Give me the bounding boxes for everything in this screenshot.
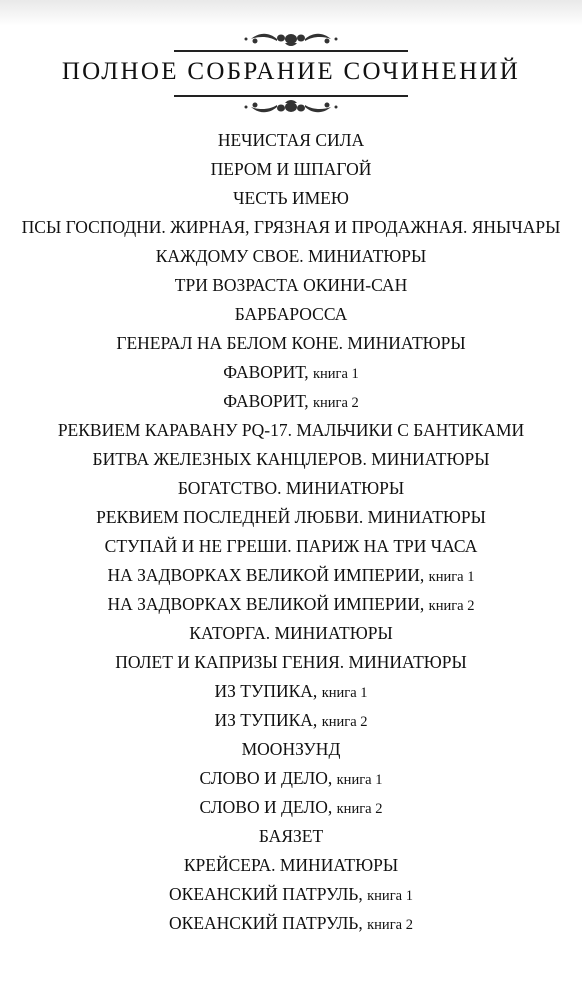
book-title-name: МООНЗУНД	[241, 739, 341, 759]
book-title-item	[0, 271, 582, 300]
book-title-item	[0, 793, 582, 822]
header-rule-bottom	[174, 95, 408, 97]
book-volume-label: книга 1	[312, 366, 359, 382]
book-title-item	[0, 880, 582, 909]
book-title-item	[0, 155, 582, 184]
book-title-name: СЛОВО И ДЕЛО,	[199, 768, 337, 788]
book-title-item	[0, 126, 582, 155]
book-title-item	[0, 474, 582, 503]
series-title: ПОЛНОЕ СОБРАНИЕ СОЧИНЕНИЙ	[61, 58, 521, 85]
book-title-item	[0, 706, 582, 735]
book-title-name: КАТОРГА. МИНИАТЮРЫ	[189, 623, 393, 643]
book-title-list	[0, 126, 582, 938]
book-title-name: ГЕНЕРАЛ НА БЕЛОМ КОНЕ. МИНИАТЮРЫ	[116, 333, 466, 353]
book-title-item	[0, 503, 582, 532]
book-title-item	[0, 387, 582, 416]
book-title-name: ТРИ ВОЗРАСТА ОКИНИ-САН	[174, 275, 408, 295]
book-title-item	[0, 677, 582, 706]
book-volume-label: книга 2	[367, 917, 413, 933]
book-title-item	[0, 648, 582, 677]
book-title-item	[0, 735, 582, 764]
book-title-item	[0, 822, 582, 851]
book-title-item	[0, 184, 582, 213]
book-title-item	[0, 416, 582, 445]
book-title-item	[0, 358, 582, 387]
book-title-name: РЕКВИЕМ КАРАВАНУ PQ-17. МАЛЬЧИКИ С БАНТИКАМИ	[57, 420, 525, 440]
book-title-name: КРЕЙСЕРА. МИНИАТЮРЫ	[183, 855, 399, 875]
book-title-name: ИЗ ТУПИКА,	[214, 710, 322, 730]
book-title-name: НА ЗАДВОРКАХ ВЕЛИКОЙ ИМПЕРИИ,	[107, 565, 429, 585]
book-title-name: БАРБАРОССА	[234, 304, 348, 324]
book-title-item	[0, 590, 582, 619]
book-title-name: РЕКВИЕМ ПОСЛЕДНЕЙ ЛЮБВИ. МИНИАТЮРЫ	[96, 507, 486, 527]
top-shade	[0, 0, 582, 26]
book-title-name: ПОЛЕТ И КАПРИЗЫ ГЕНИЯ. МИНИАТЮРЫ	[115, 652, 467, 672]
book-title-name: ИЗ ТУПИКА,	[214, 681, 322, 701]
book-volume-label: книга 1	[367, 888, 413, 904]
book-title-item	[0, 909, 582, 938]
book-title-name: БОГАТСТВО. МИНИАТЮРЫ	[177, 478, 405, 498]
book-volume-label: книга 2	[321, 714, 368, 730]
book-title-name: ФАВОРИТ,	[223, 362, 313, 382]
book-volume-label: книга 2	[428, 598, 475, 614]
series-header	[0, 26, 582, 126]
book-title-name: СЛОВО И ДЕЛО,	[199, 797, 337, 817]
book-title-item	[0, 532, 582, 561]
book-title-name: ПЕРОМ И ШПАГОЙ	[210, 159, 372, 179]
book-volume-label: книга 1	[336, 772, 383, 788]
book-title-name: НЕЧИСТАЯ СИЛА	[217, 130, 365, 150]
top-flourish-ornament-icon	[241, 30, 341, 48]
bottom-flourish-ornament-icon	[241, 98, 341, 116]
header-rule-top	[174, 50, 408, 52]
book-volume-label: книга 2	[336, 801, 383, 817]
book-title-item	[0, 445, 582, 474]
book-title-name: БИТВА ЖЕЛЕЗНЫХ КАНЦЛЕРОВ. МИНИАТЮРЫ	[92, 449, 490, 469]
book-volume-label: книга 1	[321, 685, 368, 701]
book-title-item	[0, 619, 582, 648]
book-title-name: БАЯЗЕТ	[258, 826, 324, 846]
book-title-name: НА ЗАДВОРКАХ ВЕЛИКОЙ ИМПЕРИИ,	[107, 594, 429, 614]
book-title-item	[0, 242, 582, 271]
book-title-name: ОКЕАНСКИЙ ПАТРУЛЬ,	[169, 884, 368, 904]
book-title-name: ФАВОРИТ,	[223, 391, 313, 411]
book-title-item	[0, 300, 582, 329]
book-volume-label: книга 2	[312, 395, 359, 411]
book-title-item	[0, 561, 582, 590]
book-title-item	[0, 764, 582, 793]
book-title-item	[0, 329, 582, 358]
book-title-name: ЧЕСТЬ ИМЕЮ	[233, 188, 349, 208]
book-volume-label: книга 1	[428, 569, 475, 585]
book-title-item	[0, 213, 582, 242]
book-title-name: КАЖДОМУ СВОЕ. МИНИАТЮРЫ	[155, 246, 427, 266]
book-title-name: ПСЫ ГОСПОДНИ. ЖИРНАЯ, ГРЯЗНАЯ И ПРОДАЖНАЯ. ЯНЫЧАРЫ	[21, 217, 561, 237]
book-title-name: ОКЕАНСКИЙ ПАТРУЛЬ,	[169, 913, 368, 933]
book-title-name: СТУПАЙ И НЕ ГРЕШИ. ПАРИЖ НА ТРИ ЧАСА	[104, 536, 478, 556]
book-title-item	[0, 851, 582, 880]
